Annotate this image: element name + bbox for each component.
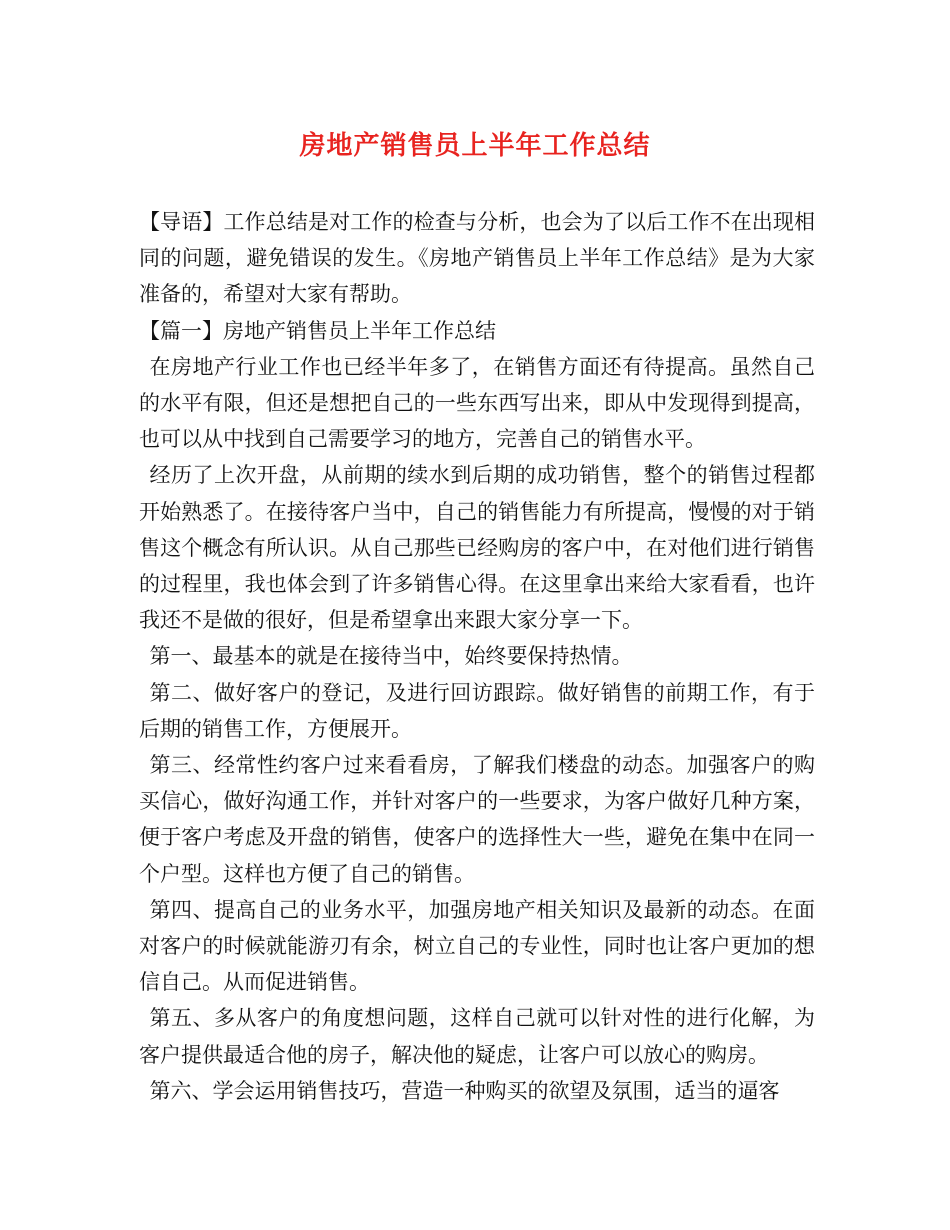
point-paragraph: 第一、最基本的就是在接待当中，始终要保持热情。 bbox=[149, 644, 633, 669]
section-heading: 【篇一】房地产销售员上半年工作总结 bbox=[139, 318, 496, 343]
point-paragraph: 第五、多从客户的角度想问题，这样自己就可以针对性的进行化解，为客户提供最适合他的房子，解决他的疑虑，让客户可以放心的购房。 bbox=[139, 1006, 815, 1067]
point-paragraph: 第六、学会运用销售技巧，营造一种购买的欲望及氛围，适当的逼客 bbox=[149, 1078, 780, 1103]
body-paragraph: 在房地产行业工作也已经半年多了，在销售方面还有待提高。虽然自己的水平有限，但还是想把自己的一些东西写出来，即从中发现得到提高，也可以从中找到自己需要学习的地方，完善自己的销售水平。 bbox=[139, 354, 815, 452]
intro-paragraph: 【导语】工作总结是对工作的检查与分析，也会为了以后工作不在出现相同的问题，避免错误的发生。《房地产销售员上半年工作总结》是为大家准备的，希望对大家有帮助。 bbox=[139, 210, 815, 307]
point-paragraph: 第三、经常性约客户过来看看房，了解我们楼盘的动态。加强客户的购买信心，做好沟通工作，并针对客户的一些要求，为客户做好几种方案，便于客户考虑及开盘的销售，使客户的选择性大一些，避免在集中在同一个户型。这样也方便了自己的销售。 bbox=[139, 753, 815, 886]
document-title: 房地产销售员上半年工作总结 bbox=[299, 131, 651, 161]
point-paragraph: 第二、做好客户的登记，及进行回访跟踪。做好销售的前期工作，有于后期的销售工作，方便展开。 bbox=[139, 680, 815, 741]
document-body bbox=[139, 204, 815, 1109]
point-paragraph: 第四、提高自己的业务水平，加强房地产相关知识及最新的动态。在面对客户的时候就能游刃有余，树立自己的专业性，同时也让客户更加的想信自己。从而促进销售。 bbox=[139, 897, 815, 995]
body-paragraph: 经历了上次开盘，从前期的续水到后期的成功销售，整个的销售过程都开始熟悉了。在接待客户当中，自己的销售能力有所提高，慢慢的对于销售这个概念有所认识。从自己那些已经购房的客户中，在对他们进行销售的过程里，我也体会到了许多销售心得。在这里拿出来给大家看看，也许我还不是做的很好，但是希望拿出来跟大家分享一下。 bbox=[139, 463, 815, 633]
